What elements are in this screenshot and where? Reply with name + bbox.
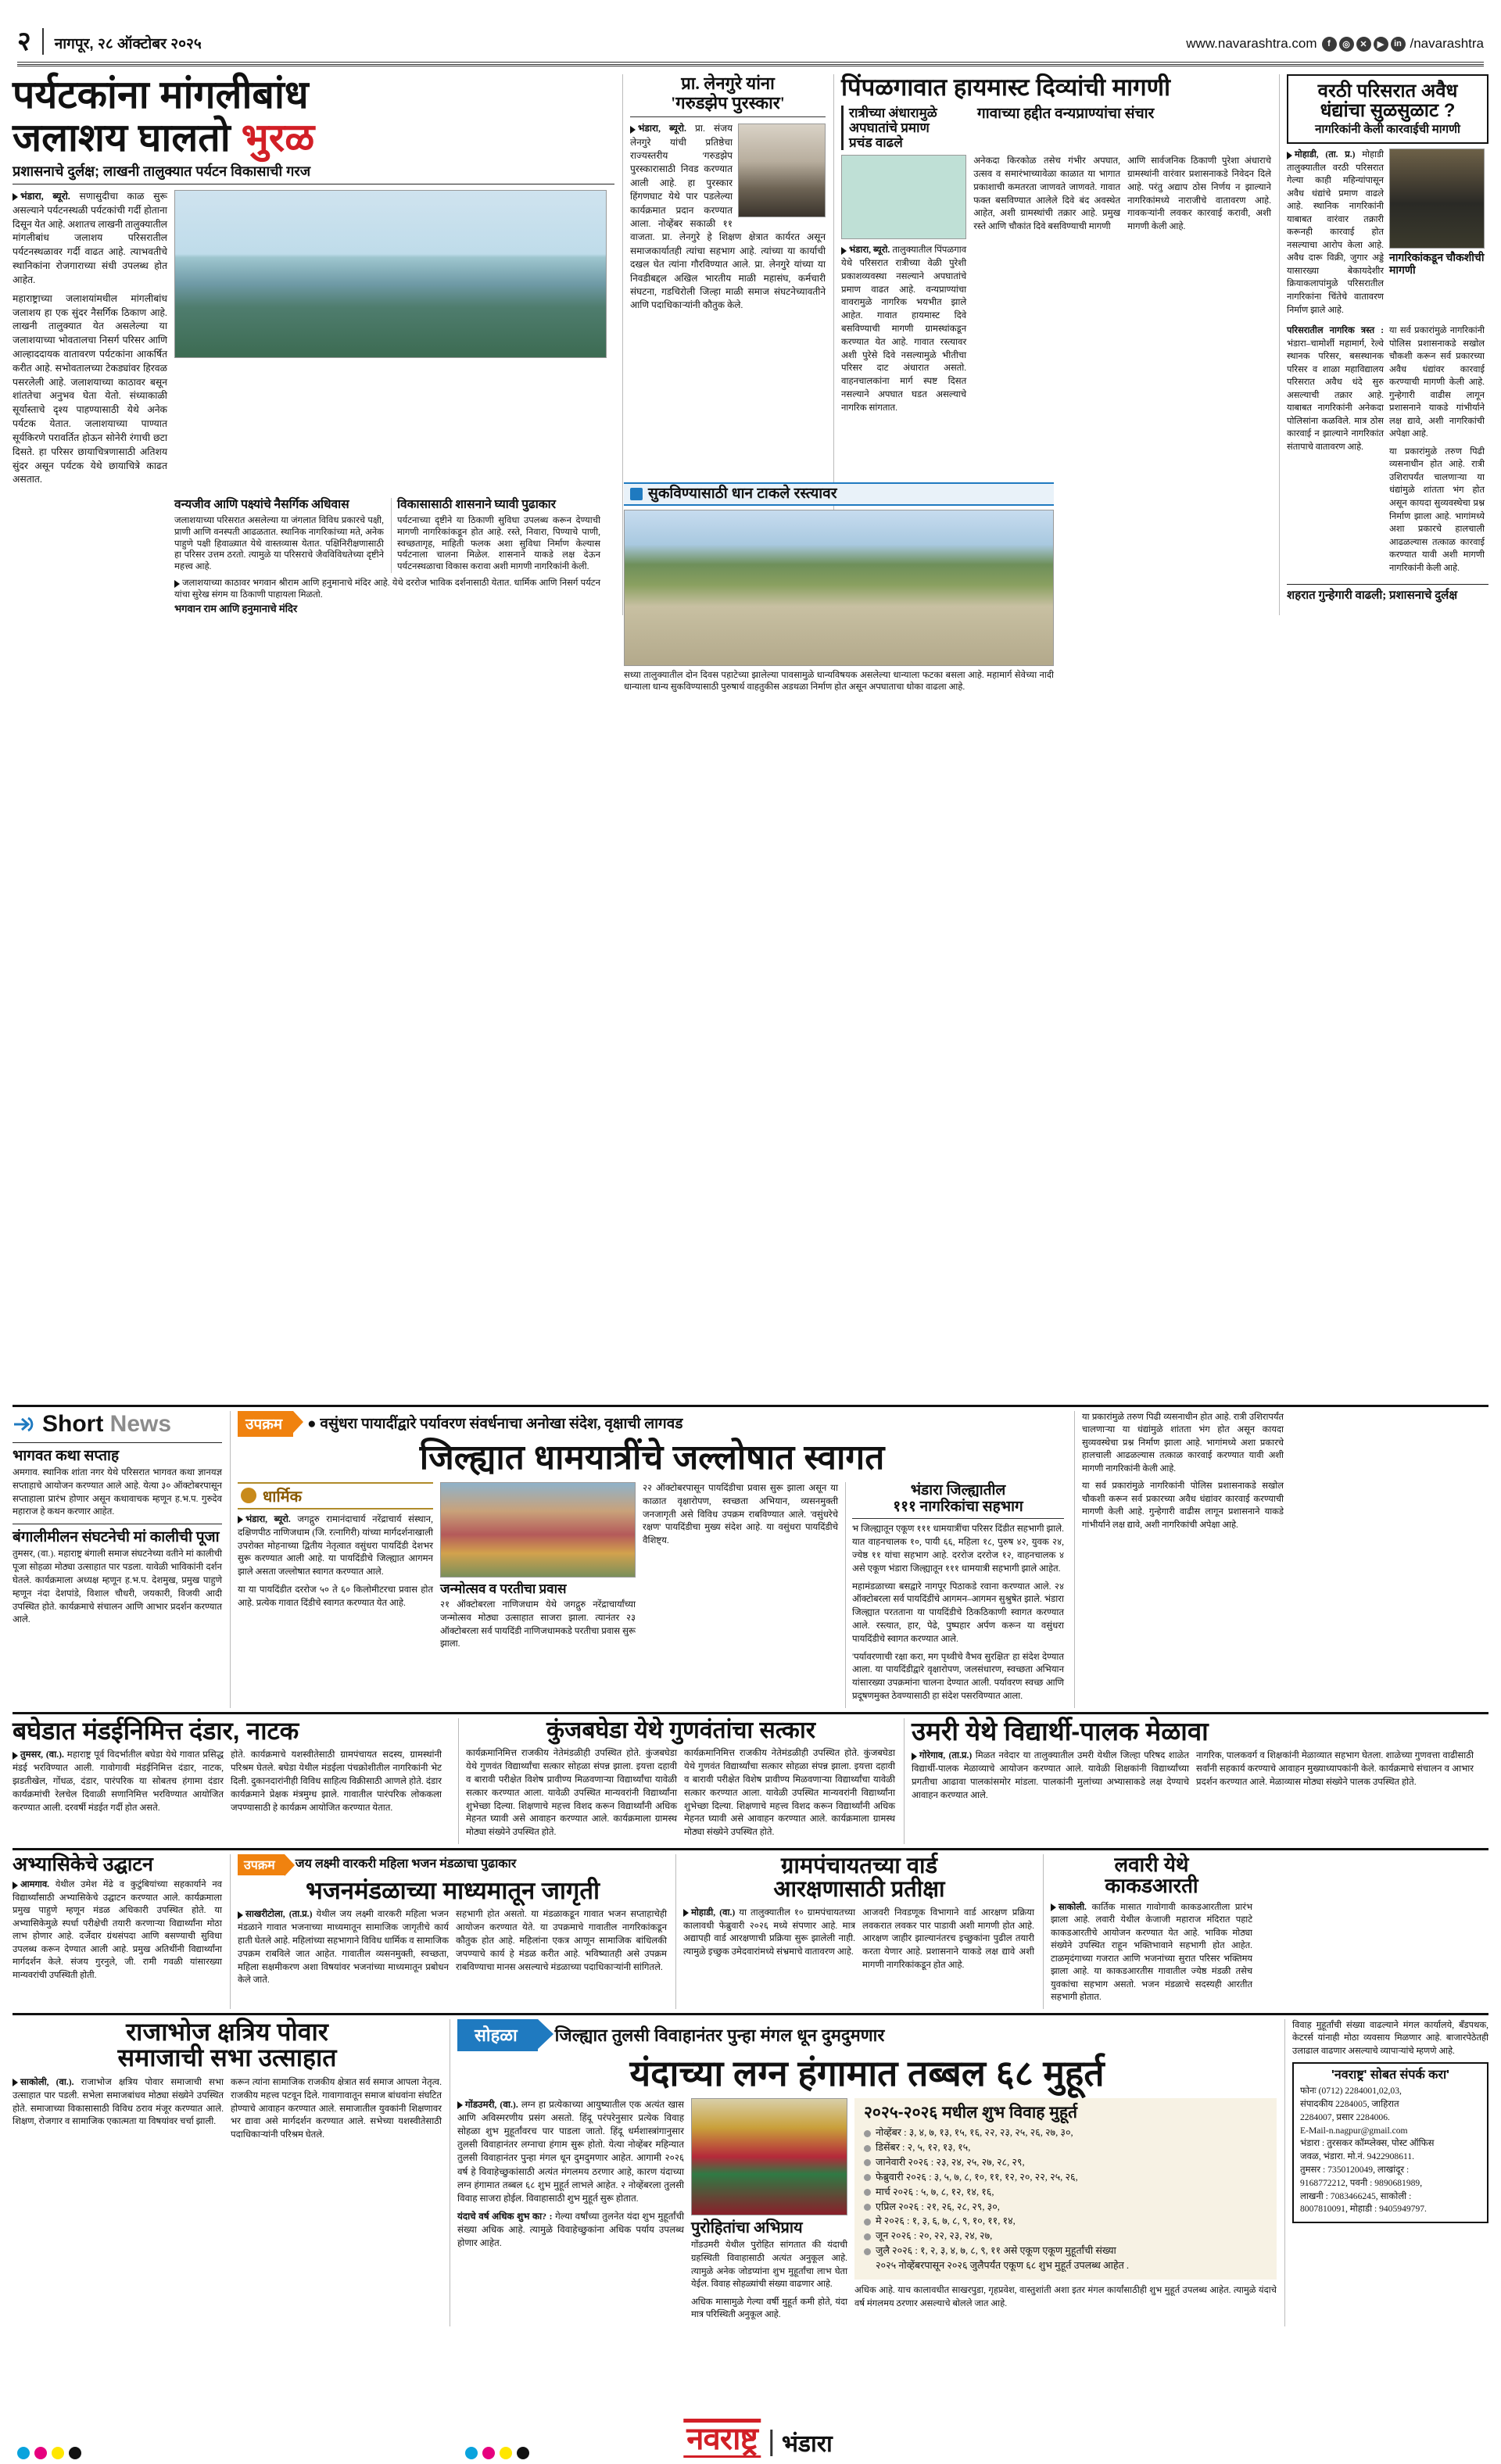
highmast-subhead <box>841 106 970 150</box>
mid-article-0-para1: तुमसर, (वा.). महाराष्ट्र पूर्व विदर्भातील बघेडा येथे गावात प्रसिद्ध मंडई भरविण्यात आली. गावोगावी मंडईनिमित्त दंडार, नाटक, झडतीखेल, गोंधळ, दंडार, पारंपरिक या सोबतच हंगामा दंडार कार्यक्रमांची रेलचेल दिवाळी सणानिमित्त भरविण्यात आयोजित करण्यात आली. दरवर्षी मंडईत गर्दी होत असते. <box>13 1750 224 1813</box>
wedding-kicker: जिल्ह्यात तुलसी विवाहानंतर पुन्हा मंगल धून दुमदुमणार <box>554 2025 885 2045</box>
middle-zone <box>13 1411 1488 1708</box>
upkram-side-body2: महामंडळाच्या बसद्वारे नागपूर पिठाकडे रवाना करण्यात आले. २४ ऑक्टोबरला सर्व पायदिंडींचे आगमन–आगमन सुश्रुषेत झाले. भंडारा जिल्ह्यात परतताना या पायदिंडीचे ठिकठिकाणी स्वागत करण्यात आले. रस्त्यात, हार, पेढे, पुष्पहार अर्पण करून या वसुंधरा पायदिंडीचे स्वागत करण्यात आले. <box>852 1581 1064 1644</box>
varthi-para2: या प्रकारांमुळे तरुण पिढी व्यसनाधीन होत आहे. रात्री उशिरापर्यंत चालणाऱ्या या धंद्यांमुळे शांतता भंग होत असून कायदा सुव्यवस्थेचा प्रश्न निर्माण झाला आहे. भागांमध्ये अशा प्रकारचे हालचाली आढळल्यास तत्काळ कारवाई करण्यात यावी अशी मागणी नागरिकांनी केली आहे. <box>1389 446 1485 573</box>
dateline-triangle-icon <box>13 193 18 201</box>
lead-boxnote-title: भगवान राम आणि हनुमानाचे मंदिर <box>174 603 298 615</box>
lead-note-spacer <box>13 578 167 614</box>
contact-line: फोनः (0712) 2284001,02,03, <box>1300 2086 1402 2097</box>
lower-article-1-col1 <box>238 1908 449 1992</box>
upkram-badge: उपक्रम <box>238 1411 293 1437</box>
short-news-item <box>13 1529 222 1627</box>
paddy-marker-icon <box>630 488 643 500</box>
highmast-headline: पिंपळगावात हायमास्ट दिव्यांची मागणी <box>841 73 1171 101</box>
low3-dateline-triangle-icon <box>1051 1904 1056 1911</box>
highmast-para3: आणि सार्वजनिक ठिकाणी पुरेशा अंधाराचे ग्रामस्थांनी वारंवार प्रशासनाकडे निवेदन दिले आहे. परंतु अद्याप ठोस निर्णय न झाल्याने नागरिकांमध्ये नाराजीचे वातावरण आहे. गावकऱ्यांनी लवकर कारवाई करावी, अशी मागणी केली आहे. <box>1127 156 1271 232</box>
wedding-footer2: विवाह मुहूर्तांची संख्या वाढल्याने मंगल कार्यालये, बँडपथक, केटरर्स यांनाही मोठा व्यवसाय मिळणार आहे. बाजारपेठेतही उलाढाल वाढणार असल्याचे व्यापाऱ्यांचे म्हणणे आहे. <box>1292 2020 1488 2056</box>
low1-dateline-triangle-icon <box>238 1911 243 1919</box>
varthi-headline-l1: वरठी परिसरात अवैध <box>1317 81 1458 102</box>
highmast-photo-col <box>841 155 966 419</box>
short-news-rule <box>13 1442 222 1443</box>
wedding-muhurat-col <box>854 2098 1277 2326</box>
muhurat-title: २०२५-२०२६ मधील शुभ विवाह मुहूर्त <box>864 2104 1077 2122</box>
lower-article-2-headline-l1: ग्रामपंचायतच्या वार्ड <box>781 1853 937 1878</box>
highmast-col2 <box>973 155 1120 419</box>
wedding-footer: अधिक आहे. याच कालावधीत साखरपुडा, गृहप्रवेश, वास्तुशांती अशा इतर मंगल कार्यांसाठीही शुभ मुहूर्त उपलब्ध आहेत. त्यामुळे यंदाचे वर्ष मंगलमय ठरणार असल्याचे बोलले जात आहे. <box>854 2286 1277 2308</box>
short-news-item <box>13 1448 222 1519</box>
award-headline-l1: प्रा. लेनगुरे यांना <box>681 73 775 93</box>
lower-article-3 <box>1043 1854 1252 2009</box>
muhurat-row: जुलै २०२६ : १, २, ३, ४, ७, ८, ९, ११ असे एकूण एकूण मुहूर्तांची संख्या <box>864 2244 1267 2258</box>
award-portrait-photo <box>738 124 826 217</box>
lower-article-2-headline-l2: आरक्षणासाठी प्रतीक्षा <box>773 1877 945 1903</box>
varthi-dateline-triangle-icon <box>1287 152 1292 159</box>
lower-article-0-body: आमगाव. येथील उमेश मेंढे व कुटुंबियांच्या सहकार्याने नव विद्यार्थ्यांसाठी अभ्यासिकेचे उद्घाटन करण्यात आले. कार्यक्रमाला प्रमुख पाहुणे म्हणून मंडळ अधिकारी उपस्थित होते. या अभ्यासिकेमुळे स्पर्धा परीक्षेची तयारी करणाऱ्या विद्यार्थ्यांना मोठा लाभ होणार आहे. दर्जेदार ग्रंथसंपदा आणि बसण्याची सुविधा उपलब्ध करून देण्यात आली आहे. प्रमुख अतिथींनी विद्यार्थ्यांना मार्गदर्शन केले. संजय गुरनुले, जी. रामी गवळी यांसारख्या मान्यवरांची उपस्थिती होती. <box>13 1880 222 1980</box>
social-icons <box>1322 37 1406 52</box>
bullet-icon <box>864 2130 871 2137</box>
contact-col <box>1284 2019 1488 2326</box>
bullet-icon <box>864 2174 871 2181</box>
masthead-brand-block <box>683 2419 832 2458</box>
lead-caption-left <box>174 498 384 573</box>
varthi-para1: मोहाडी, (ता. प्र.) मोहाडी तालुक्यातील वरठी परिसरात गेल्या काही महिन्यांपासून अवैध धंद्यांचे प्रमाण वाढले आहे. स्थानिक नागरिकांनी याबाबत वारंवार तक्रारी करूनही कारवाई होत नसल्याचा आरोप केला आहे. अवैध दारू विक्री, जुगार अड्डे यासारख्या बेकायदेशीर क्रियाकलापांमुळे परिसरातील नागरिकांना चिंतेचे वातावरण निर्माण झाले आहे. <box>1287 150 1384 315</box>
lower-article-2-col1 <box>683 1907 855 1977</box>
wedding-photo-caption-head: पुरोहितांचा अभिप्राय <box>691 2219 803 2237</box>
lower-article-2-col2 <box>862 1907 1034 1977</box>
cyan-dot-icon <box>17 2447 30 2459</box>
short-news-panel <box>13 1411 222 1708</box>
lead-caption-right <box>391 498 600 573</box>
black-dot-icon <box>517 2447 529 2459</box>
mid-article-0-para2: होते. कार्यक्रमाचे यशस्वीतेसाठी ग्रामपंचायत सदस्य, ग्रामस्थांनी परिश्रम घेतले. बघेडा येथील मंडईला पंचक्रोशीतील नागरिकांनी भेट दिली. दुकानदारांनीही विविध साहित्य विक्रीसाठी आणले होते. दंडार कार्यक्रमाने प्रेक्षक मंत्रमुग्ध झाले. गावातील पारंपरिक लोककला जपण्यासाठी हे कार्यक्रम आयोजित करण्यात येतात. <box>231 1750 442 1813</box>
muhurat-footer: २०२५ नोव्हेंबरपासून २०२६ जुलैपर्यंत एकूण ६८ शुभ मुहूर्त उपलब्ध आहेत . <box>876 2260 1130 2272</box>
highmast-sub-l2: अपघातांचे प्रमाण <box>849 120 930 136</box>
wedding-photo-caption2: अधिक मासामुळे गेल्या वर्षी मुहूर्त कमी होते, यंदा मात्र परिस्थिती अनुकूल आहे. <box>691 2297 847 2320</box>
lead-caption-left-body: जलाशयाच्या परिसरात असलेल्या या जंगलात विविध प्रकारचे पक्षी, प्राणी आणि वनस्पती आढळतात. स्थानिक नागरिकांच्या मते, अनेक पाहुणे पक्षी हिवाळ्यात येथे वास्तव्यास येतात. पक्षिनिरीक्षणासाठी हा परिसर उत्तम ठरतो. त्यामुळे या परिसराचे जैवविविधतेच्या दृष्टीने महत्त्व आहे. <box>174 515 384 572</box>
lower-article-1-kicker: जय लक्ष्मी वारकरी महिला भजन मंडळाचा पुढाकार <box>295 1857 517 1871</box>
edition-name: भंडारा <box>781 2431 833 2457</box>
muhurat-row: जून २०२६ : २०, २२, २३, २४, २७, <box>864 2229 1267 2244</box>
mid-article-0-cols <box>13 1749 450 1819</box>
varthi-box2: परिसरातील नागरिक त्रस्त : भंडारा–चामोर्शी महामार्ग, रेल्वे स्थानक परिसर, बसस्थानक परिसर व शाळा महाविद्यालय परिसरात अवैध धंदे सुरु असल्याची तक्रार आहे. याबाबत नागरिकांनी अनेकदा पोलिसांना कळविले. मात्र ठोस कारवाई न झाल्याने नागरिकांत संतापाचे वातावरण आहे. <box>1287 326 1384 452</box>
lead-top-row <box>13 190 614 492</box>
mid0-dateline-triangle-icon <box>13 1752 18 1760</box>
wedding-photo-caption: गोंडउमरी येथील पुरोहित सांगतात की यंदाची ग्रहस्थिती विवाहासाठी अत्यंत अनुकूल आहे. त्यामुळे अनेक जोडप्यांना शुभ मुहूर्तांचा लाभ घेता येईल. विवाह सोहळ्यांची संख्या वाढणार आहे. <box>691 2240 847 2290</box>
mid-article-0-col1 <box>13 1749 224 1819</box>
lower-article-1 <box>230 1854 668 2009</box>
paddy-banner-text: सुकविण्यासाठी धान टाकले रस्त्यावर <box>648 485 837 502</box>
mid-article-1-headline: कुंजबघेडा येथे गुणवंतांचा सत्कार <box>546 1717 815 1743</box>
highmast-para2: अनेकदा किरकोळ तसेच गंभीर अपघात, उत्सव व समारंभाच्यावेळा काळात या भागात प्रकाशाची कमतरता जाणवते जाणवते. गावात फक्त बसविण्यात आलेले दिवे बंद अवस्थेत आहेत, अशी ग्रामस्थांची तक्रार आहे. प्रमुख रस्ते आणि चौकांत दिवे बसविण्याची मागणी <box>973 156 1121 232</box>
highmast-lamp-photo <box>841 155 966 239</box>
wedding-col2 <box>691 2098 847 2326</box>
bottom-zone <box>13 2019 1488 2326</box>
facebook-icon[interactable]: f <box>1322 37 1337 52</box>
wedding-story <box>450 2019 1277 2326</box>
contact-line: संपादकीय 2284005, जाहिरात <box>1300 2098 1399 2109</box>
x-twitter-icon[interactable]: ✕ <box>1356 37 1371 52</box>
varthi-col3 <box>1287 324 1384 579</box>
lead-caption-left-title: वन्यजीव आणि पक्ष्यांचे नैसर्गिक अधिवास <box>174 498 349 512</box>
cmyk-registration-marks <box>17 2447 81 2459</box>
varthi-body-row2 <box>1287 324 1488 579</box>
muhurat-row: एप्रिल २०२६ : २१, २६, २८, २९, ३०, <box>864 2200 1267 2215</box>
highmast-dateline-triangle-icon <box>841 247 847 255</box>
mid-articles-row <box>13 1718 1488 1844</box>
varthi-drum-photo <box>1389 149 1485 249</box>
contact-line: लाखनी : 7083466245, साकोली : <box>1300 2190 1412 2201</box>
bullet-icon <box>864 2219 871 2226</box>
lower-article-1-headline: भजनमंडळाच्या माध्यमातून जागृती <box>305 1876 600 1904</box>
highmast-para1: भंडारा, ब्यूरो. तालुक्यातील पिंपळगाव येथे परिसरात रात्रीच्या वेळी पुरेशी प्रकाशव्यवस्था नसल्याने अपघातांचे प्रमाण वाढत आहे. वन्यप्राण्यांचा वावरामुळे नागरिक भयभीत झाले आहेत. गावात हायमास्ट दिवे बसविण्याची मागणी ग्रामस्थांकडून करण्यात येत आहे. गावात रस्त्यावर अशी पुरेसे दिवे नसल्यामुळे भीतीचा परिसर दाट अंधारात असतो. वाहनचालकांना मार्ग स्पष्ट दिसत नसल्याने अपघात घडत असल्याचे नागरिक सांगतात. <box>841 245 967 413</box>
wedding-body2: यंदाचे वर्ष अधिक शुभ का? : गेल्या वर्षांच्या तुलनेत यंदा शुभ मुहूर्तांची संख्या अधिक आहे. त्यामुळे विवाहेच्छुकांना अधिक पर्याय उपलब्ध होणार आहेत. <box>457 2210 685 2248</box>
upkram-col2 <box>440 1482 636 1708</box>
upkram-col2b-text: २२ ऑक्टोबरपासून पायदिंडीचा प्रवास सुरू झाला असून या काळात वृक्षारोपण, स्वच्छता अभियान, व्यसनमुक्ती जनजागृती असे विविध उपक्रम राबविण्यात आले. 'वसुंधरेचे रक्षण' पायदिंडीचा मुख्य संदेश आहे. या वसुंधरा पायदिंडीचे वैशिष्ट्य. <box>643 1482 838 1546</box>
masthead-date: नागपूर, २८ ऑक्टोबर २०२५ <box>54 36 202 52</box>
lead-para1: भंडारा, ब्यूरो. सणासुदीचा काळ सुरू असल्याने पर्यटनस्थळी पर्यटकांची गर्दी होताना दिसून येत आहे. अशातच लाखनी तालुक्यातील मांगलीबांध जलाशय परिसरातील पर्यटनस्थळावर गर्दी वाढत आहे. त्याभवतीचे स्थानिकांना रोजगाराच्या संधी उपलब्ध होत आहेत. <box>13 190 168 285</box>
lower-articles-bottom-rule <box>13 2013 1488 2015</box>
paddy-caption: सध्या तालुक्यातील दोन दिवस पहाटेच्या झालेल्या पावसामुळे धान्यविषयक असलेल्या धान्याला फटका बसला आहे. महामार्ग सेवेच्या नादी धान्याला धान्य सुकविण्यासाठी पुरुषार्थ वाहतुकीस अडथळा निर्माण होत असून अपघाताचा धोका वाढला आहे. <box>624 670 1054 692</box>
award-body: भंडारा, ब्यूरो. प्रा. संजय लेनगुरे यांची प्रतिष्ठेचा राज्यस्तरीय 'गरुडझेप पुरस्कारासाठी निवड करण्यात आली आहे. हा पुरस्कार हिंगणघाट येथे पार पडलेल्या कार्यक्रमात प्रदान करण्यात आला. नोव्हेंबर सकाळी ११ वाजता. प्रा. लेनगुरे हे शिक्षण क्षेत्रात कार्यरत असून समाजकार्यातही त्यांचा सहभाग आहे. त्यांच्या या कार्याची दखल घेत त्यांना गौरविण्यात आले. प्रा. लेनगुरे यांच्या या निवडीबद्दल अखिल भारतीय माळी महासंघ, कर्मचारी संघटना, गडचिरोली जिल्हा माळी समाज संघटनेच्यावतीने आणि पदाधिकाऱ्यांनी कौतुक केले. <box>630 123 826 311</box>
upkram-side <box>845 1482 1064 1708</box>
mid-article-1-body: कार्यक्रमानिमित्त राजकीय नेतेमंडळीही उपस्थित होते. कुंजबघेडा येथे गुणवंत विद्यार्थ्यांचा सत्कार सोहळा संपन्न झाला. इयत्ता दहावी व बारावी परीक्षेत विशेष प्रावीण्य मिळवणाऱ्या विद्यार्थ्यांचा यावेळी सत्कार करण्यात आला. यावेळी उपस्थित मान्यवरांनी विद्यार्थ्यांना शुभेच्छा दिल्या. शिक्षणाचे महत्त्व विशद करून विद्यार्थ्यांनी अधिक मेहनत घ्यावी असे आवाहन करण्यात आले. कार्यक्रमाला ग्रामस्थ मोठ्या संख्येने उपस्थित होते. <box>466 1748 677 1838</box>
mid-article-2-col1 <box>912 1750 1189 1807</box>
varthi-sidebar-title: नागरिकांकडून चौकशीची मागणी <box>1389 252 1485 277</box>
mid-articles-bottom-rule <box>13 1848 1488 1850</box>
wedding-body: गोंडउमरी, (वा.). लग्न हा प्रत्येकाच्या आयुष्यातील एक अत्यंत खास आणि अविस्मरणीय प्रसंग असतो. हिंदू परंपरेनुसार प्रत्येक विवाह सोहळा शुभ मुहूर्तांवरच पार पाडला जातो. हिंदू धर्मशास्त्रांगानुसार तुलसी विवाहानंतर लग्नाचा हंगाम सुरू होतो. येत्या नोव्हेंबर महिन्यात तुलसी विवाहानंतर पुन्हा मंगल धून दुमदुमणार आहेत. आगामी २०२६ वर्ष हे विवाहेच्छुकांसाठी अत्यंत मंगलमय ठरणार आहे, कारण यंदाच्या लग्न हंगामात तब्बल ६८ शुभ मुहूर्त लाभले आहेत. २ नोव्हेंबरला तुलसी विवाह साजरा होईल. विवाहासाठी शुभ मुहूर्त सुरू होतात. <box>457 2099 685 2204</box>
lead-boxnote-body: जलाशयाच्या काठावर भगवान श्रीराम आणि हनुमानाचे मंदिर आहे. येथे दररोज भाविक दर्शनासाठी येतात. धार्मिक आणि निसर्ग पर्यटन यांचा सुरेख संगम या ठिकाणी पाहायला मिळतो. <box>174 578 600 600</box>
paddy-banner <box>624 482 1054 506</box>
masthead-left <box>17 28 202 55</box>
short-news-item-1-body: तुमसर, (वा.). महाराष्ट्र बंगाली समाज संघटनेच्या वतीने मां कालीची पूजा सोहळा मोठ्या उत्साहात पार पडला. यावेळी भाविकांनी दर्शन घेतले. कार्यक्रमाला अध्यक्ष म्हणून ह.भ.प. देशमुख, प्रमुख पाहुणे म्हणून नंदा देशपांडे, विशाल चौधरी, जयकारी, विजयी आदी उपस्थित होते. कार्यक्रमाचे संचालन आणि आभार प्रदर्शन करण्यात आले. <box>13 1549 222 1625</box>
upkram-kicker: ● वसुंधरा पायादींद्वारे पर्यावरण संवर्धनाचा अनोखा संदेश, वृक्षाची लागवड <box>307 1415 683 1432</box>
upkram-kicker-row <box>238 1411 1066 1437</box>
short-news-header <box>13 1411 222 1438</box>
wedding-kicker-row <box>457 2019 1277 2051</box>
magenta-dot-icon <box>34 2447 47 2459</box>
wedding-headline <box>457 2054 1277 2092</box>
cmyk-registration-marks-2 <box>465 2447 529 2459</box>
paddy-strip <box>624 482 1054 693</box>
highmast-sub-l1: रात्रीच्या अंधारामुळे <box>849 106 937 121</box>
lower-article-3-headline-l2: काकडआरती <box>1105 1874 1198 1898</box>
brand-logo: नवराष्ट्र <box>683 2419 761 2458</box>
mid-article-1-body-2: कार्यक्रमानिमित्त राजकीय नेतेमंडळीही उपस्थित होते. कुंजबघेडा येथे गुणवंत विद्यार्थ्यांचा सत्कार सोहळा संपन्न झाला. इयत्ता दहावी व बारावी परीक्षेत विशेष प्रावीण्य मिळवणाऱ्या विद्यार्थ्यांचा यावेळी सत्कार करण्यात आला. यावेळी उपस्थित मान्यवरांनी विद्यार्थ्यांना शुभेच्छा दिल्या. शिक्षणाचे महत्त्व विशद करून विद्यार्थ्यांनी अधिक मेहनत घ्यावी असे आवाहन करण्यात आले. कार्यक्रमाला ग्रामस्थ मोठ्या संख्येने उपस्थित होते. <box>684 1748 895 1838</box>
lower-article-2-cols <box>683 1907 1035 1977</box>
varthi-cont-2: या सर्व प्रकारांमुळे नागरिकांनी पोलिस प्रशासनाकडे सखोल चौकशी करून सर्व प्रकारच्या अवैध धंद्यांवर कारवाई करण्याची मागणी केली आहे. गुन्हेगारी वाढीस लागून प्रशासनाने याकडे गांभीर्याने लक्ष द्यावे, अशी नागरिकांची अपेक्षा आहे. <box>1082 1481 1284 1530</box>
lead-text-col1 <box>13 190 167 492</box>
middle-zone-bottom-rule <box>13 1712 1488 1714</box>
contact-line: तुमसर : 7350120049, लाखांदूर : <box>1300 2164 1410 2175</box>
rajabhoj-headline-l2: समाजाची सभा उत्साहात <box>117 2043 337 2072</box>
lead-headline-line2 <box>13 117 614 159</box>
mid-article-2-headline: उमरी येथे विद्यार्थी-पालक मेळावा <box>912 1716 1209 1746</box>
lower-upkram-badge: उपक्रम <box>238 1854 285 1875</box>
lower-article-1-col1-text: साखरीटोला, (ता.प्र.) येथील जय लक्ष्मी वारकरी महिला भजन मंडळाने गावात भजनाच्या माध्यमातून सामाजिक जागृतीचे कार्य हाती घेतले आहे. महिलांच्या सहभागाने विविध धार्मिक व सामाजिक उपक्रम राबविले जात आहेत. गावातील व्यसनमुक्ती, स्वच्छता, महिला सक्षमीकरण अशा विषयांवर भजनांच्या माध्यमातून प्रबोधन केले जाते. <box>238 1909 449 1986</box>
upkram-headline: जिल्ह्यात धामयात्रींचे जल्लोषात स्वागत <box>419 1438 885 1477</box>
upkram-body-row <box>238 1482 1066 1708</box>
lead-caption-right-body: पर्यटनाच्या दृष्टीने या ठिकाणी सुविधा उपलब्ध करून देण्याची मागणी नागरिकांकडून होत आहे. रस्ते, निवारा, पिण्याचे पाणी, स्वच्छतागृह, माहिती फलक अशा सुविधा निर्माण केल्यास पर्यटनाला चालना मिळेल. शासनाने याकडे लक्ष देऊन पर्यटनस्थळाचा विकास करावा अशी मागणी नागरिकांनी केली. <box>397 515 600 572</box>
upkram-col3 <box>643 1482 838 1708</box>
mid-article-0-headline: बघेडात मंडईनिमित्त दंडार, नाटक <box>13 1716 299 1745</box>
varthi-sidebar-body: या सर्व प्रकारांमुळे नागरिकांनी पोलिस प्रशासनाकडे सखोल चौकशी करून सर्व प्रकारच्या अवैध धंद्यांवर कारवाई करण्याची मागणी केली आहे. गुन्हेगारी वाढीस लागून प्रशासनाने याकडे गांभीर्याने लक्ष द्यावे, अशी नागरिकांची अपेक्षा आहे. <box>1389 326 1485 439</box>
middle-right-col <box>1074 1411 1284 1708</box>
rajabhoj-col1 <box>13 2076 224 2147</box>
muhurat-row: डिसेंबर : २, ५, १२, १३, १५, <box>864 2140 1267 2155</box>
lead-subhead: प्रशासनाचे दुर्लक्ष; लाखनी तालुक्यात पर्यटन विकासाची गरज <box>13 164 614 184</box>
contact-title: 'नवराष्ट्र' सोबत संपर्क करा' <box>1331 2068 1449 2083</box>
varthi-col1 <box>1287 149 1384 321</box>
muhurat-row: फेब्रुवारी २०२६ : ३, ५, ७, ८, १०, ११, १२, २०, २२, २५, २६, <box>864 2170 1267 2185</box>
varthi-sub: नागरिकांनी केली कारवाईची मागणी <box>1315 124 1460 137</box>
low2-dateline-triangle-icon <box>683 1909 689 1917</box>
mid-article-2-para1: गोरेगाव, (ता.प्र.) मिळत नवेदार या तालुक्यातील उमरी येथील जिल्हा परिषद शाळेत विद्यार्थी-पालक मेळाव्याचे आयोजन करण्यात आले. यावेळी शिक्षकांनी विद्यार्थ्यांच्या प्रगतीचा आढावा पालकांसमोर मांडला. पालकांनी मुलांच्या अभ्यासाकडे लक्ष देण्याचे आवाहन करण्यात आले. <box>912 1750 1189 1800</box>
wedding-headline-a: यंदाच्या लग्न हंगामात तब्बल <box>629 2052 996 2093</box>
paddy-road-photo <box>624 510 1054 666</box>
masthead-divider <box>42 28 44 55</box>
lead-note-row <box>13 578 614 614</box>
sohala-badge: सोहळा <box>457 2019 538 2051</box>
mid-article-1-col1 <box>466 1747 677 1844</box>
highmast-body-row <box>841 155 1271 419</box>
mid-article-1 <box>458 1718 896 1844</box>
muhurat-row: मे २०२६ : १, ३, ६, ७, ८, ९, १०, ११, १४, <box>864 2214 1267 2229</box>
mid-article-1-cols <box>466 1747 896 1844</box>
lower-article-2-para1: मोहाडी, (वा.) या तालुक्यातील १० ग्रामपंचायतच्या कालावधी फेब्रुवारी २०२६ मध्ये संपणार आहे. मात्र अद्यापही वार्ड आरक्षणाची प्रक्रिया सुरू झालेली नाही. त्यामुळे इच्छुक उमेदवारांमध्ये संभ्रमाचे वातावरण आहे. <box>683 1907 855 1957</box>
rajabhoj-story <box>13 2019 442 2326</box>
yellow-dot-icon <box>500 2447 512 2459</box>
upkram-side-head-l1: भंडारा जिल्ह्यातील <box>910 1481 1006 1499</box>
muhurat-row: नोव्हेंबर : ३, ४, ७, १३, १५, १६, २२, २३, २५, २६, २७, ३०, <box>864 2126 1267 2140</box>
lower-article-3-body: साकोली. कार्तिक मासात गावोगावी काकडआरतीला प्रारंभ झाला आहे. लवारी येथील केजाजी महाराज मंदिरात पहाटे काकडआरतीचे आयोजन करण्यात येत आहे. भाविक मोठ्या संख्येने उपस्थित राहून भक्तिभावाने सहभागी होत आहेत. टाळमृदंगाच्या गजरात आणि भजनांच्या सुरात परिसर भक्तिमय झाला आहे. या काकडआरतीस गावातील ज्येष्ठ मंडळी तसेच युवकांचा सहभाग असतो. भजन मंडळाचे सदस्यही आरतीत सहभागी होतात. <box>1051 1902 1252 2003</box>
masthead-rule <box>17 62 1484 66</box>
mid-article-1-col2 <box>684 1747 895 1844</box>
dharmik-banner <box>238 1482 433 1510</box>
rajabhoj-body1: साकोली, (वा.). राजाभोज क्षत्रिय पोवार समाजाची सभा उत्साहात पार पडली. सभेला समाजबांधव मोठ्या संख्येने उपस्थित होते. समाजाच्या विकासासाठी विविध ठराव मंजूर करण्यात आले. शिक्षण, रोजगार व सामाजिक एकात्मता या विषयांवर चर्चा झाली. <box>13 2076 224 2127</box>
lower-article-0 <box>13 1854 222 2009</box>
rajabhoj-cols <box>13 2076 442 2147</box>
upkram-dateline-triangle-icon <box>238 1516 243 1524</box>
lead-dateline: भंडारा, ब्यूरो. <box>20 190 70 202</box>
youtube-icon[interactable]: ▶ <box>1374 37 1388 52</box>
lower-article-1-kicker-row <box>238 1854 668 1875</box>
varthi-headline-l2: धंद्यांचा सुळसुळाट ? <box>1320 100 1456 122</box>
contact-line: जवळ, भंडारा. मो.नं. 9422908611. <box>1300 2151 1415 2162</box>
contact-box <box>1292 2062 1488 2223</box>
upkram-col1-text: भंडारा, ब्यूरो. जगद्गुरु रामानंदाचार्य नरेंद्राचार्य संस्थान, दक्षिणपीठ नाणिजधाम (जि. रत्नागिरी) यांच्या मार्गदर्शनाखाली उपरोक्त मोहनाच्या द्वितीय नेतृत्वात वसुंधरा पायदिंडी देशभर सुरू करण्यात आली आहे. या पायदिंडीचे जिल्ह्यात आगमन झाले असता जल्लोषात स्वागत करण्यात आले. <box>238 1513 433 1578</box>
lead-story <box>13 74 614 615</box>
contact-line: 8007810091, मोहाडी : 9405949797. <box>1300 2204 1427 2215</box>
arrow-right-icon <box>13 1415 36 1434</box>
highmast-sub-l3: प्रचंड वाढले <box>849 135 903 151</box>
award-headline-l2: 'गरुडझेप पुरस्कार' <box>630 94 826 118</box>
bullet-icon <box>864 2159 871 2166</box>
award-dateline-triangle-icon <box>630 126 636 134</box>
instagram-icon[interactable]: ◎ <box>1339 37 1354 52</box>
lower-article-2-para2: आजवरी निवडणूक विभागाने वार्ड आरक्षण प्रक्रिया लवकरात लवकर पार पाडावी अशी मागणी होत आहे. आरक्षण जाहीर झाल्यानंतरच इच्छुकांना पुढील तयारी करता येणार आहे. प्रशासनाने याकडे लक्ष द्यावे अशी मागणी नागरिकांकडून होत आहे. <box>862 1907 1034 1970</box>
mid-article-2-col2 <box>1196 1750 1474 1807</box>
mangli-lake-photo <box>174 190 607 358</box>
linkedin-icon[interactable]: in <box>1391 37 1406 52</box>
bullet-icon <box>864 2204 871 2211</box>
website-url[interactable]: www.navarashtra.com <box>1186 36 1317 51</box>
rajabhoj-col2 <box>231 2076 442 2147</box>
rajabhoj-headline-l1: राजाभोज क्षत्रिय पोवार <box>126 2017 328 2046</box>
mid-article-0 <box>13 1718 450 1844</box>
low0-dateline-triangle-icon <box>13 1882 18 1889</box>
lead-headline-line2-main: जलाशय घालतो <box>13 115 242 159</box>
highmast-kicker-wrap <box>977 106 1270 150</box>
lower-article-1-col2 <box>456 1908 667 1992</box>
upkram-col1b-text: या या पायदिंडीत दररोज ५० ते ६० किलोमीटरचा प्रवास होत आहे. प्रत्येक गावात दिंडीचे स्वागत करण्यात येत आहे. <box>238 1584 433 1608</box>
varthi-footer-line: शहरात गुन्हेगारी वाढली; प्रशासनाचे दुर्लक्ष <box>1287 589 1458 603</box>
masthead-right <box>1186 36 1484 55</box>
lower-article-1-cols <box>238 1908 668 1992</box>
contact-line: 2284007, प्रसार 2284006. <box>1300 2111 1390 2122</box>
muhurat-row: मार्च २०२६ : ५, ७, ८, १२, १४, १६, <box>864 2185 1267 2200</box>
mid-article-2 <box>904 1718 1482 1844</box>
bullet-icon <box>864 2248 871 2255</box>
black-dot-icon <box>69 2447 81 2459</box>
contact-line: भंडारा : तुरसकर कॉम्प्लेक्स, पोस्ट ऑफिस <box>1300 2138 1435 2149</box>
contact-line: 9168772212, पवनी : 9890681989, <box>1300 2177 1423 2188</box>
lead-caption-right-title: विकासासाठी शासनाने घ्यावी पुढाकार <box>397 498 557 512</box>
award-body-wrap <box>630 122 826 312</box>
lead-boxnote <box>174 578 600 614</box>
varthi-headline-box <box>1287 74 1488 144</box>
bullet-icon <box>864 2233 871 2240</box>
lead-headline-line1: पर्यटकांना मांगलीबांध <box>13 73 309 116</box>
lead-col-spacer <box>13 498 167 573</box>
mid2-dateline-triangle-icon <box>912 1753 917 1760</box>
dharmik-badge-text: धार्मिक <box>263 1488 302 1506</box>
short-news-item-0-body: अमगाव. स्थानिक शांता नगर येथे परिसरात भागवत कथा ज्ञानयज्ञ सप्ताहाचे आयोजन करण्यात आले आहे. येत्या ३० ऑक्टोबरपासून सप्ताहाला प्रारंभ होणार असून कथावाचक म्हणून ह.भ.प. गुरुदेव महाराज हे कथन करणार आहेत. <box>13 1467 222 1517</box>
top-zone-bottom-rule <box>13 1405 1488 1407</box>
wedding-col1 <box>457 2098 684 2326</box>
mid-article-2-para2: नागरिक, पालकवर्ग व शिक्षकांनी मेळाव्यात सहभाग घेतला. शाळेच्या गुणवत्ता वाढीसाठी सर्वांनी सहकार्य करण्याचे आवाहन मुख्याध्यापकांनी केले. कार्यक्रमाचे संचालन व आभार प्रदर्शन करण्यात आले. मेळाव्यास मोठ्या संख्येने पालक उपस्थित होते. <box>1196 1750 1474 1788</box>
lead-photo-wrap <box>174 190 607 492</box>
lead-para2: महाराष्ट्राच्या जलाशयांमधील मांगलीबांध जलाशय हा एक सुंदर नैसर्गिक ठिकाण आहे. लाखनी तालुक्यात येत असलेल्या या जलाशयाच्या भोवतालचा निसर्ग परिसर आणि आल्हाददायक वातावरण पर्यटकांना आकर्षित करीत आहे. सभोवतालच्या टेकड्यांवर हिरवळ पसरलेली आहे. जलाशयाच्या काठावर बसून शांततेचा अनुभव घेता येतो. संध्याकाळी सूर्यास्ताचे दृश्य पाहण्यासाठी येथे अनेक पर्यटक येतात. जलाशयाच्या पाण्यात सूर्यकिरणे परावर्तित होऊन सोनेरी रंगाची छटा दिसते. हा परिसर छायाचित्रणासाठी अतिशय सुंदर असून पर्यटक येथे छायाचित्रे काढत असतात. <box>13 292 167 485</box>
yellow-dot-icon <box>52 2447 64 2459</box>
lead-caption-row <box>13 498 614 573</box>
mid-article-2-cols <box>912 1750 1482 1807</box>
bullet-icon <box>864 2189 871 2196</box>
varthi-divider <box>1287 584 1488 585</box>
upkram-side-head-l2: १११ नागरिकांचा सहभाग <box>852 1499 1064 1519</box>
wedding-headline-b: ६८ मुहूर्त <box>995 2052 1105 2093</box>
varthi-body-row <box>1287 149 1488 321</box>
varthi-col2 <box>1389 149 1485 321</box>
upkram-side-body3: 'पर्यावरणाची रक्षा करा, मग पृथ्वीचे वैभव सुरक्षित' हा संदेश देण्यात आला. या पायदिंडीद्वारे वृक्षारोपण, जलसंधारण, स्वच्छता अभियान यांसारख्या उपक्रमांना चालना देण्यात आली. पर्यावरण स्वच्छ आणि प्रदूषणमुक्त ठेवण्यासाठी हा संदेश पसरविण्यात आला. <box>852 1651 1064 1702</box>
mid-article-0-col2 <box>231 1749 442 1819</box>
rajabhoj-dateline-triangle-icon <box>13 2079 18 2086</box>
magenta-dot-icon <box>482 2447 495 2459</box>
lead-headline-highlight: भुरळ <box>241 115 315 159</box>
wedding-dateline-triangle-icon <box>457 2101 463 2109</box>
social-handle[interactable]: /navarashtra <box>1410 36 1484 51</box>
wedding-bangles-photo <box>691 2098 847 2215</box>
muhurat-box <box>854 2098 1277 2280</box>
lower-article-2 <box>675 1854 1035 2009</box>
lower-article-1-col2-text: सहभागी होत असतो. या मंडळाकडून गावात भजन सप्ताहाचेही आयोजन करण्यात येते. या उपक्रमाचे गावातील नागरिकांकडून कौतुक होत आहे. महिलांना एकत्र आणून सामाजिक बांधिलकी जपण्याचे कार्य हे मंडळ करीत आहे. भविष्यातही असे उपक्रम राबविण्याचा मानस असल्याचे मंडळाच्या पदाधिकाऱ्यांनी सांगितले. <box>456 1909 667 1972</box>
lower-articles-row <box>13 1854 1488 2009</box>
upkram-side-body: भ जिल्ह्यातून एकूण १११ धामयात्रींचा परिसर दिंडीत सहभागी झाले. यात वाहनचालक १०, पायी ६६, महिला १८, पुरुष ४२, युवक २४, ज्येष्ठ ११ यांचा सहभाग आहे. दररोज दररोज १२, वाहनचालक ४ असे एकूण भंडारा जिल्ह्यातून १११ धामयात्री सहभागी झाले आहेत. <box>852 1524 1064 1574</box>
upkram-story <box>230 1411 1066 1708</box>
upkram-col2-text: २१ ऑक्टोबरला नाणिजधाम येथे जगद्गुरु नरेंद्राचार्यांच्या जन्मोत्सव मोठ्या उत्साहात साजरा झाला. त्यानंतर २३ ऑक्टोबरला सर्व पायदिंडी नाणिजधामकडे परतीचा प्रवास सुरू झाला. <box>440 1599 636 1649</box>
page-number: २ <box>17 27 31 56</box>
short-news-item-1-head: बंगालीमीलन संघटनेची मां कालीची पूजा <box>13 1529 220 1546</box>
upkram-col1 <box>238 1482 433 1708</box>
varthi-col4 <box>1389 324 1485 579</box>
bullet-icon <box>864 2145 871 2152</box>
cyan-dot-icon <box>465 2447 478 2459</box>
short-news-title: Short News <box>42 1410 172 1437</box>
highmast-subrow <box>841 106 1271 150</box>
muhurat-row: जानेवारी २०२६ : २३, २४, २५, २७, २८, २९, <box>864 2155 1267 2170</box>
varthi-cont-1: या प्रकारांमुळे तरुण पिढी व्यसनाधीन होत आहे. रात्री उशिरापर्यंत चालणाऱ्या या धंद्यांमुळे शांतता भंग होत असून कायदा सुव्यवस्थेचा प्रश्न निर्माण झाला आहे. भागांमध्ये अशा प्रकारचे हालचाली आढळल्यास तत्काळ कारवाई करण्यात यावी अशी मागणी नागरिकांनी केली आहे. <box>1082 1412 1284 1474</box>
highmast-col3 <box>1127 155 1271 419</box>
wedding-body-row <box>457 2098 1277 2326</box>
highmast-kicker: गावाच्या हद्दीत वन्यप्राण्यांचा संचार <box>977 106 1155 123</box>
lower-article-0-headline: अभ्यासिकेचे उद्घाटन <box>13 1853 153 1875</box>
rajabhoj-body2: करून त्यांना सामाजिक राजकीय क्षेत्रात सर्व समाज आपला नेतृत्व. राजकीय महत्त्व पटवून दिले. गावागावातून समाज बांधवांना संघटित होण्याचे आवाहन करण्यात आले. समाजातील युवकांनी शिक्षणावर भर द्यावा असे मार्गदर्शन करण्यात आले. सभेच्या यशस्वीतेसाठी पदाधिकाऱ्यांनी परिश्रम घेतले. <box>231 2076 442 2140</box>
dindi-group-photo <box>440 1482 636 1578</box>
contact-email[interactable]: E-Mail-n.nagpur@gmail.com <box>1300 2125 1408 2136</box>
varthi-story <box>1279 74 1488 615</box>
lamp-icon <box>241 1488 256 1503</box>
lower-article-3-headline-l1: लवारी येथे <box>1114 1852 1189 1876</box>
boxnote-triangle-icon <box>174 580 180 588</box>
upkram-sub-head: जन्मोत्सव व परतीचा प्रवास <box>440 1581 567 1596</box>
brand-separator <box>770 2430 772 2456</box>
short-news-item-0-head: भागवत कथा सप्ताह <box>13 1447 120 1464</box>
